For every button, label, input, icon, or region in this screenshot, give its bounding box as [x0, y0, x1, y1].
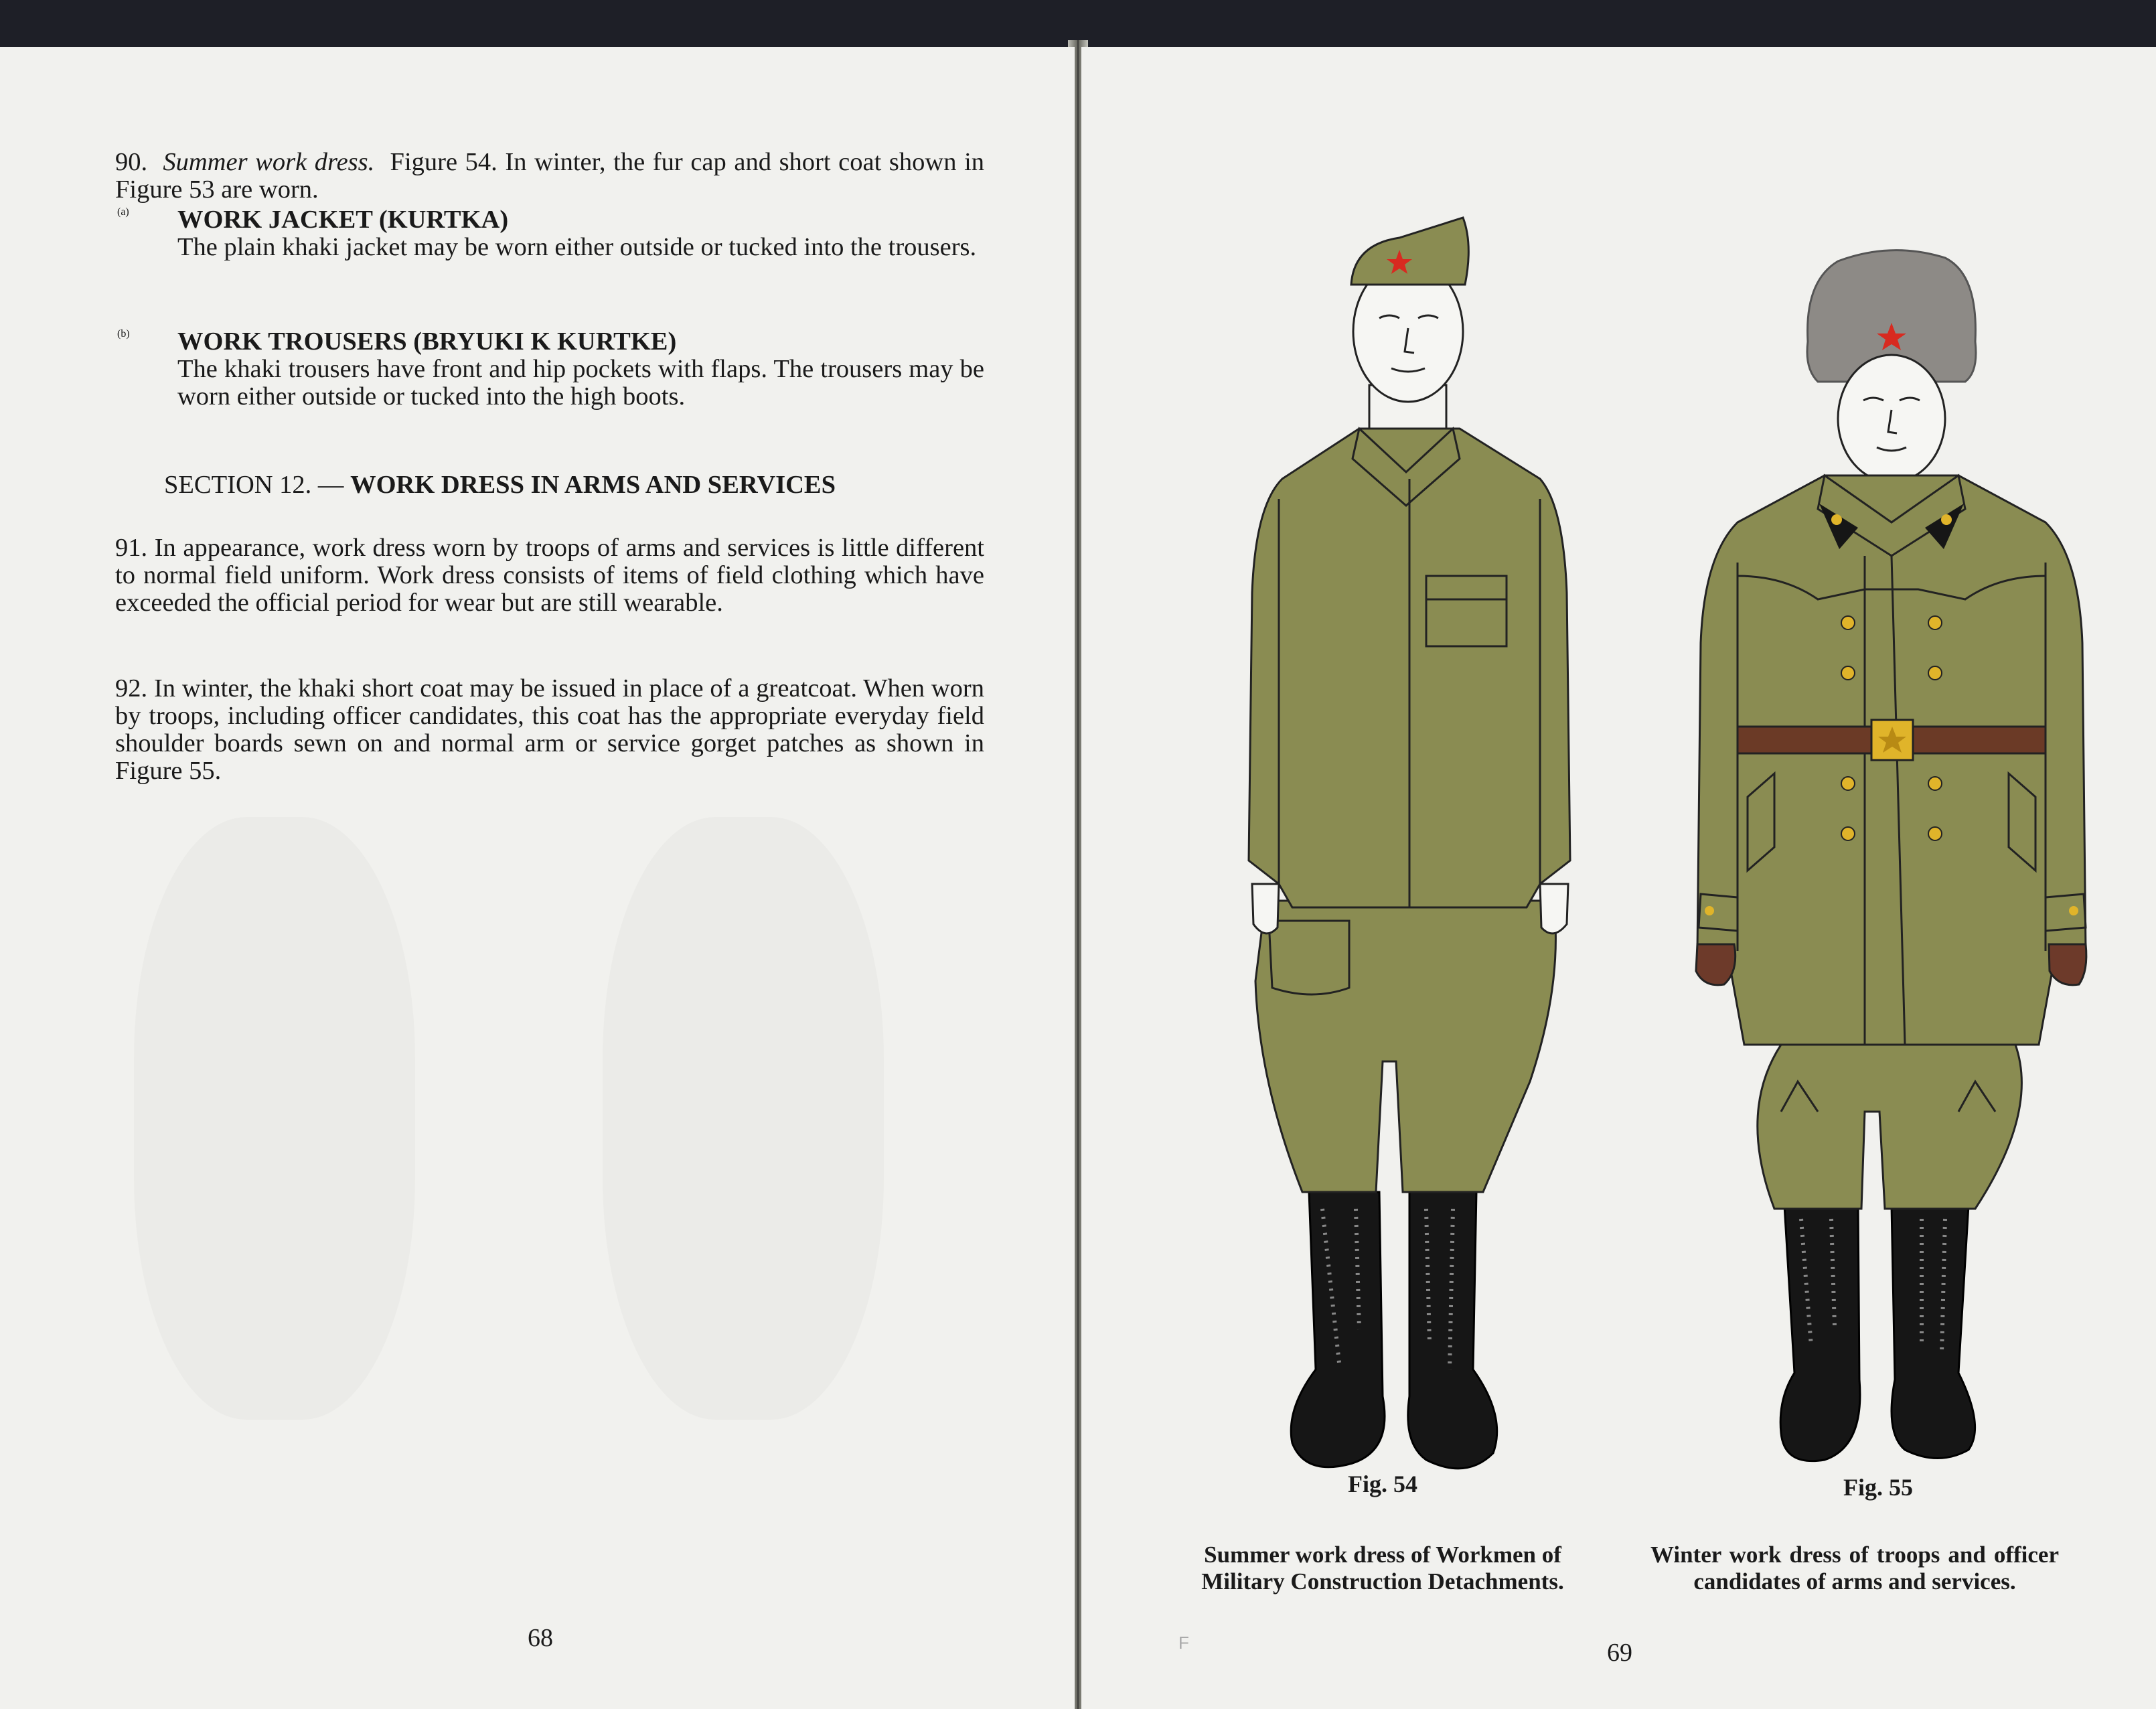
show-through-figure [134, 817, 415, 1420]
item-label: (b) [117, 328, 130, 340]
paragraph-92: 92. In winter, the khaki short coat may be issued in place of a greatcoat. When worn by troops, including officer candidates, this coat has the appropriate everyday field shoulder boards sewn on and normal arm or service gorget patches as shown in Figure 55. [115, 674, 984, 785]
fig-54-label: Fig. 54 [1348, 1471, 1417, 1497]
section-prefix: SECTION 12. — [164, 471, 344, 499]
item-text: The khaki trousers have front and hip pockets with flaps. The trousers may be worn either outside or tucked into the high boots. [177, 355, 984, 411]
item-label: (a) [117, 206, 129, 218]
section-heading [164, 470, 836, 500]
left-glove [1696, 944, 1736, 985]
corner-mark: F [1178, 1633, 1189, 1653]
item-heading: WORK TROUSERS (BRYUKI K KURTKE) [177, 327, 677, 356]
boots [1291, 1192, 1497, 1469]
fig-55-label: Fig. 55 [1843, 1474, 1913, 1501]
para-number: 90. [115, 148, 148, 176]
head [1838, 355, 1945, 482]
breeches [1758, 1045, 2022, 1209]
paragraph-91: 91. In appearance, work dress worn by troops of arms and services is little different to normal field uniform. Work dress consists of items of field clothing which have exceeded the official period for wear but are still wearable. [115, 534, 984, 617]
page-number: 68 [528, 1624, 553, 1652]
paragraph-90 [115, 149, 984, 204]
boots [1780, 1205, 1975, 1461]
work-trousers [1255, 901, 1555, 1192]
item-b [117, 327, 984, 411]
garrison-cap [1351, 218, 1468, 285]
left-hand [1252, 884, 1279, 934]
right-glove [2049, 944, 2086, 985]
right-hand [1540, 884, 1568, 934]
fig-54-caption: Summer work dress of Workmen of Military Construction Detachments. [1201, 1542, 1564, 1594]
figure-55-illustration [1664, 241, 2146, 1497]
item-a [117, 206, 984, 261]
fig-55-caption: Winter work dress of troops and officer candidates of arms and services. [1650, 1542, 2059, 1594]
item-heading: WORK JACKET (KURTKA) [177, 206, 509, 234]
page-number: 69 [1607, 1639, 1632, 1667]
section-title: WORK DRESS IN ARMS AND SERVICES [350, 471, 836, 499]
right-page [1081, 47, 2156, 1709]
para-title: Summer work dress. [163, 148, 375, 176]
item-text: The plain khaki jacket may be worn either outside or tucked into the trousers. [177, 233, 977, 261]
para-text: Figure 54. In winter, the fur cap and short coat shown in Figure 53 are worn. [115, 148, 985, 204]
show-through-figure [603, 817, 884, 1420]
left-page [0, 47, 1075, 1709]
figure-54-illustration [1178, 191, 1654, 1497]
